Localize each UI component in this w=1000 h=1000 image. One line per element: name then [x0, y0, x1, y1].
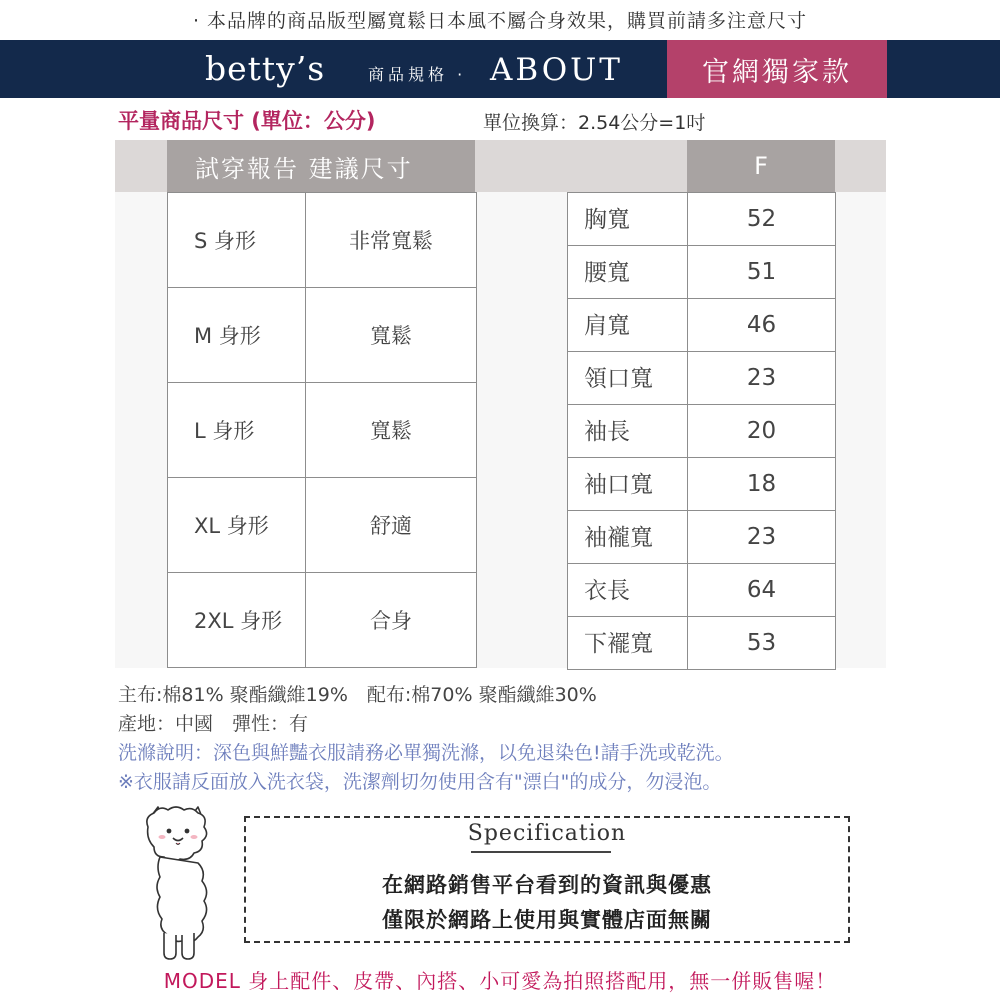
measurement-label: 袖口寬	[568, 458, 688, 511]
fit-description-cell: 寬鬆	[306, 288, 477, 383]
fit-description-cell: 非常寬鬆	[306, 193, 477, 288]
measurement-table	[567, 192, 836, 670]
table-row	[568, 405, 836, 458]
table-row	[168, 193, 477, 288]
spec-label: 商品規格 ·	[368, 65, 467, 84]
fit-description-cell: 寬鬆	[306, 383, 477, 478]
fit-description-cell: 舒適	[306, 478, 477, 573]
table-row	[568, 617, 836, 670]
measurement-value: 46	[688, 299, 836, 352]
specification-title: Specification	[467, 821, 627, 846]
measurement-value: 23	[688, 511, 836, 564]
measurement-label: 衣長	[568, 564, 688, 617]
measurement-value: 20	[688, 405, 836, 458]
body-type-cell: L 身形	[168, 383, 306, 478]
table-row	[568, 246, 836, 299]
wash-instructions: 洗滌說明：深色與鮮豔衣服請務必單獨洗滌，以免退染色!請手洗或乾洗。	[118, 742, 734, 764]
alpaca-icon	[138, 805, 218, 965]
measurement-value: 53	[688, 617, 836, 670]
size-column-header: F	[687, 140, 835, 192]
body-type-cell: 2XL 身形	[168, 573, 306, 668]
table-row	[568, 511, 836, 564]
measurement-label: 肩寬	[568, 299, 688, 352]
body-type-cell: XL 身形	[168, 478, 306, 573]
size-section-title: 平量商品尺寸 (單位：公分)	[118, 109, 376, 133]
fit-report-table	[167, 192, 477, 668]
table-row	[568, 458, 836, 511]
fit-notice: · 本品牌的商品版型屬寬鬆日本風不屬合身效果，購買前請多注意尺寸	[192, 10, 808, 32]
table-row	[168, 383, 477, 478]
measurement-value: 51	[688, 246, 836, 299]
measurement-value: 23	[688, 352, 836, 405]
table-row	[168, 478, 477, 573]
measurement-label: 腰寬	[568, 246, 688, 299]
measurement-value: 52	[688, 193, 836, 246]
measurement-label: 袖襱寬	[568, 511, 688, 564]
exclusive-badge: 官網獨家款	[667, 40, 887, 98]
table-row	[168, 288, 477, 383]
wash-warning: ※衣服請反面放入洗衣袋，洗潔劑切勿使用含有"漂白"的成分，勿浸泡。	[118, 771, 722, 793]
table-row	[568, 564, 836, 617]
table-row	[568, 299, 836, 352]
measurement-label: 下襬寬	[568, 617, 688, 670]
model-accessory-note: MODEL 身上配件、皮帶、內搭、小可愛為拍照搭配用，無一併販售喔！	[163, 969, 837, 993]
fit-description-cell: 合身	[306, 573, 477, 668]
unit-conversion: 單位換算：2.54公分=1吋	[483, 112, 706, 134]
body-type-cell: M 身形	[168, 288, 306, 383]
measurement-label: 領口寬	[568, 352, 688, 405]
brand-logo: betty’s	[205, 49, 326, 88]
specification-line-2: 僅限於網路上使用與實體店面無關	[382, 908, 712, 932]
fit-report-header: 試穿報告 建議尺寸	[167, 140, 475, 192]
measurement-value: 18	[688, 458, 836, 511]
specification-underline	[471, 851, 611, 853]
about-heading: ABOUT	[490, 52, 623, 88]
measurement-label: 袖長	[568, 405, 688, 458]
origin-info: 產地：中國 彈性：有	[118, 713, 309, 735]
body-type-cell: S 身形	[168, 193, 306, 288]
measurement-value: 64	[688, 564, 836, 617]
specification-line-1: 在網路銷售平台看到的資訊與優惠	[382, 873, 712, 897]
material-info: 主布:棉81% 聚酯纖維19% 配布:棉70% 聚酯纖維30%	[118, 684, 597, 706]
table-row	[168, 573, 477, 668]
table-row	[568, 352, 836, 405]
measurement-label: 胸寬	[568, 193, 688, 246]
table-row	[568, 193, 836, 246]
